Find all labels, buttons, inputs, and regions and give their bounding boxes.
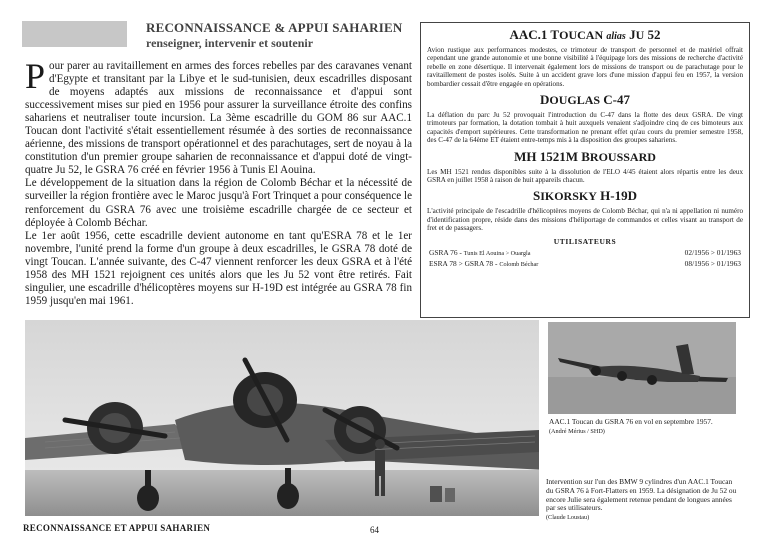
aac-text: Avion rustique aux performances modestes, ce trimoteur de transport de personnel et de matériel offrait cependant une grande autonomie et une bonne visibilité à l'équipage lors des missions de recherche d'activité rebelle en zone désertique. Il intervenait également lors de missions de transport ou de parachutage pour le ravitaillement de postes isolés. Suite à un accident grave lors d'une mission d'appui feu en 1957, la version bombardier cessait d'être engagée en opérations. (427, 46, 743, 88)
page-subtitle: renseigner, intervenir et soutenir (146, 36, 314, 50)
douglas-text: La déflation du parc Ju 52 provoquait l'introduction du C-47 dans la flotte des deux GSRA. De vingt trimoteurs par formation, la dotation tombait à huit auxquels venaient s'adjoindre cinq de ces bimoteurs aux capacités d'emport supérieures. Cette transformation ne prenant effet qu'au cours du premier semestre 1958, des C-47 de la 64ème ET étaient entre-temps mis à la disposition des groupes sahariens. (427, 111, 743, 145)
users-row: GSRA 76 - Tunis El Aouina > Ouargla 02/1956 > 01/1963 (429, 247, 741, 257)
douglas-title: DOUGLAS C-47 (539, 92, 631, 108)
paragraph-1-text: our parer au ravitaillement en armes des forces rebelles par des caravanes venant d'Egypte et transitant par la Libye et le sud-tunisien, deux escadrilles disposant de moyens adaptés aux missions de reconnaissance et d'appui sont successivement mises sur pied en 1956 pour assurer la surveillance étroite des confins sahariens et neutraliser toute incursion. La 3ème escadrille du GOM 86 sur AAC.1 Toucan dont l'activité s'était essentiellement résumée à des sorties de reconnaissance aérienne, des missions de transport opérationnel et des parachutages, sert de noyau à la constitution d'un premier groupe saharien de reconnaissance et d'appui doté de vingt-quatre Ju 52, le GSRA 76 créé en février 1956 à Tunis El Aouina. (25, 60, 412, 177)
small-photo-credit: (André Mérius / SHD) (549, 428, 605, 435)
aac-title: AAC.1 TOUCAN alias JU 52 (509, 27, 661, 42)
users-heading: UTILISATEURS (553, 236, 617, 246)
ju52-ground-photo (25, 320, 539, 516)
mh-text: Les MH 1521 rendus disponibles suite à la dissolution de l'ELO 4/45 étaient alors répartis entre les deux GSRA en juillet 1958 à raison de huit appareils chacun. (427, 167, 743, 185)
mh-title: MH 1521M BROUSSARD (514, 148, 656, 164)
page-number: 64 (370, 525, 379, 535)
toucan-flight-photo (548, 322, 736, 414)
sikorsky-text: L'activité principale de l'escadrille d'hélicoptères moyens de Colomb Béchar, qui n'a ni appellation ni numéro d'identification propre, réside dans des missions d'héliportage de commandos et celles visant au transport de fret et de passagers. (427, 207, 743, 233)
aircraft-sidebar (420, 22, 750, 318)
article-body (25, 56, 412, 308)
paragraph-2: Le développement de la situation dans la région de Colomb Béchar et la nécessité de surveiller la région frontière avec le Maroc jusqu'à Fort Trinquet a pour conséquence le renforcement du GSRA 76 avec une troisième escadrille chargée de ce secteur et déployée à Colomb Béchar. (25, 177, 412, 229)
main-photo-credit: (Claude Loustau) (546, 514, 590, 522)
users-row: ESRA 78 > GSRA 78 - Colomb Béchar 08/1956 > 01/1963 (429, 258, 741, 268)
header-gray-bar (22, 21, 127, 47)
running-footer: RECONNAISSANCE ET APPUI SAHARIEN (23, 523, 211, 533)
main-photo-caption: Intervention sur l'un des BMW 9 cylindres d'un AAC.1 Toucan du GSRA 76 à Fort-Flatters en 1959. La désignation de Ju 52 ou encore Julie sera également retenue pendant de longues années par ses utilisateurs. (Claude Loustau) (546, 477, 737, 522)
sikorsky-title: SIKORSKY H-19D (532, 188, 637, 204)
page-title: RECONNAISSANCE & APPUI SAHARIEN (146, 20, 403, 35)
paragraph-3: Le 1er août 1956, cette escadrille devient autonome en tant qu'ESRA 78 et le 1er novembre, l'unité prend la forme d'un groupe à deux escadrilles, le GSRA 78 doté de vingt Toucan. L'année suivante, des C-47 viennent renforcer les deux GSRA et à l'été 1958 des MH 1521 rejoignent ces unités alors que les Ju 52 vont être retirés. Fait singulier, une escadrille d'hélicoptères moyens sur H-19D est intégrée au GSRA 78 fin 1959 jusqu'en mai 1961. (25, 229, 412, 307)
small-photo-caption: AAC.1 Toucan du GSRA 76 en vol en septembre 1957. (André Mérius / SHD) (549, 417, 713, 435)
paragraph-1 (25, 56, 412, 177)
drop-cap: P (25, 56, 46, 96)
